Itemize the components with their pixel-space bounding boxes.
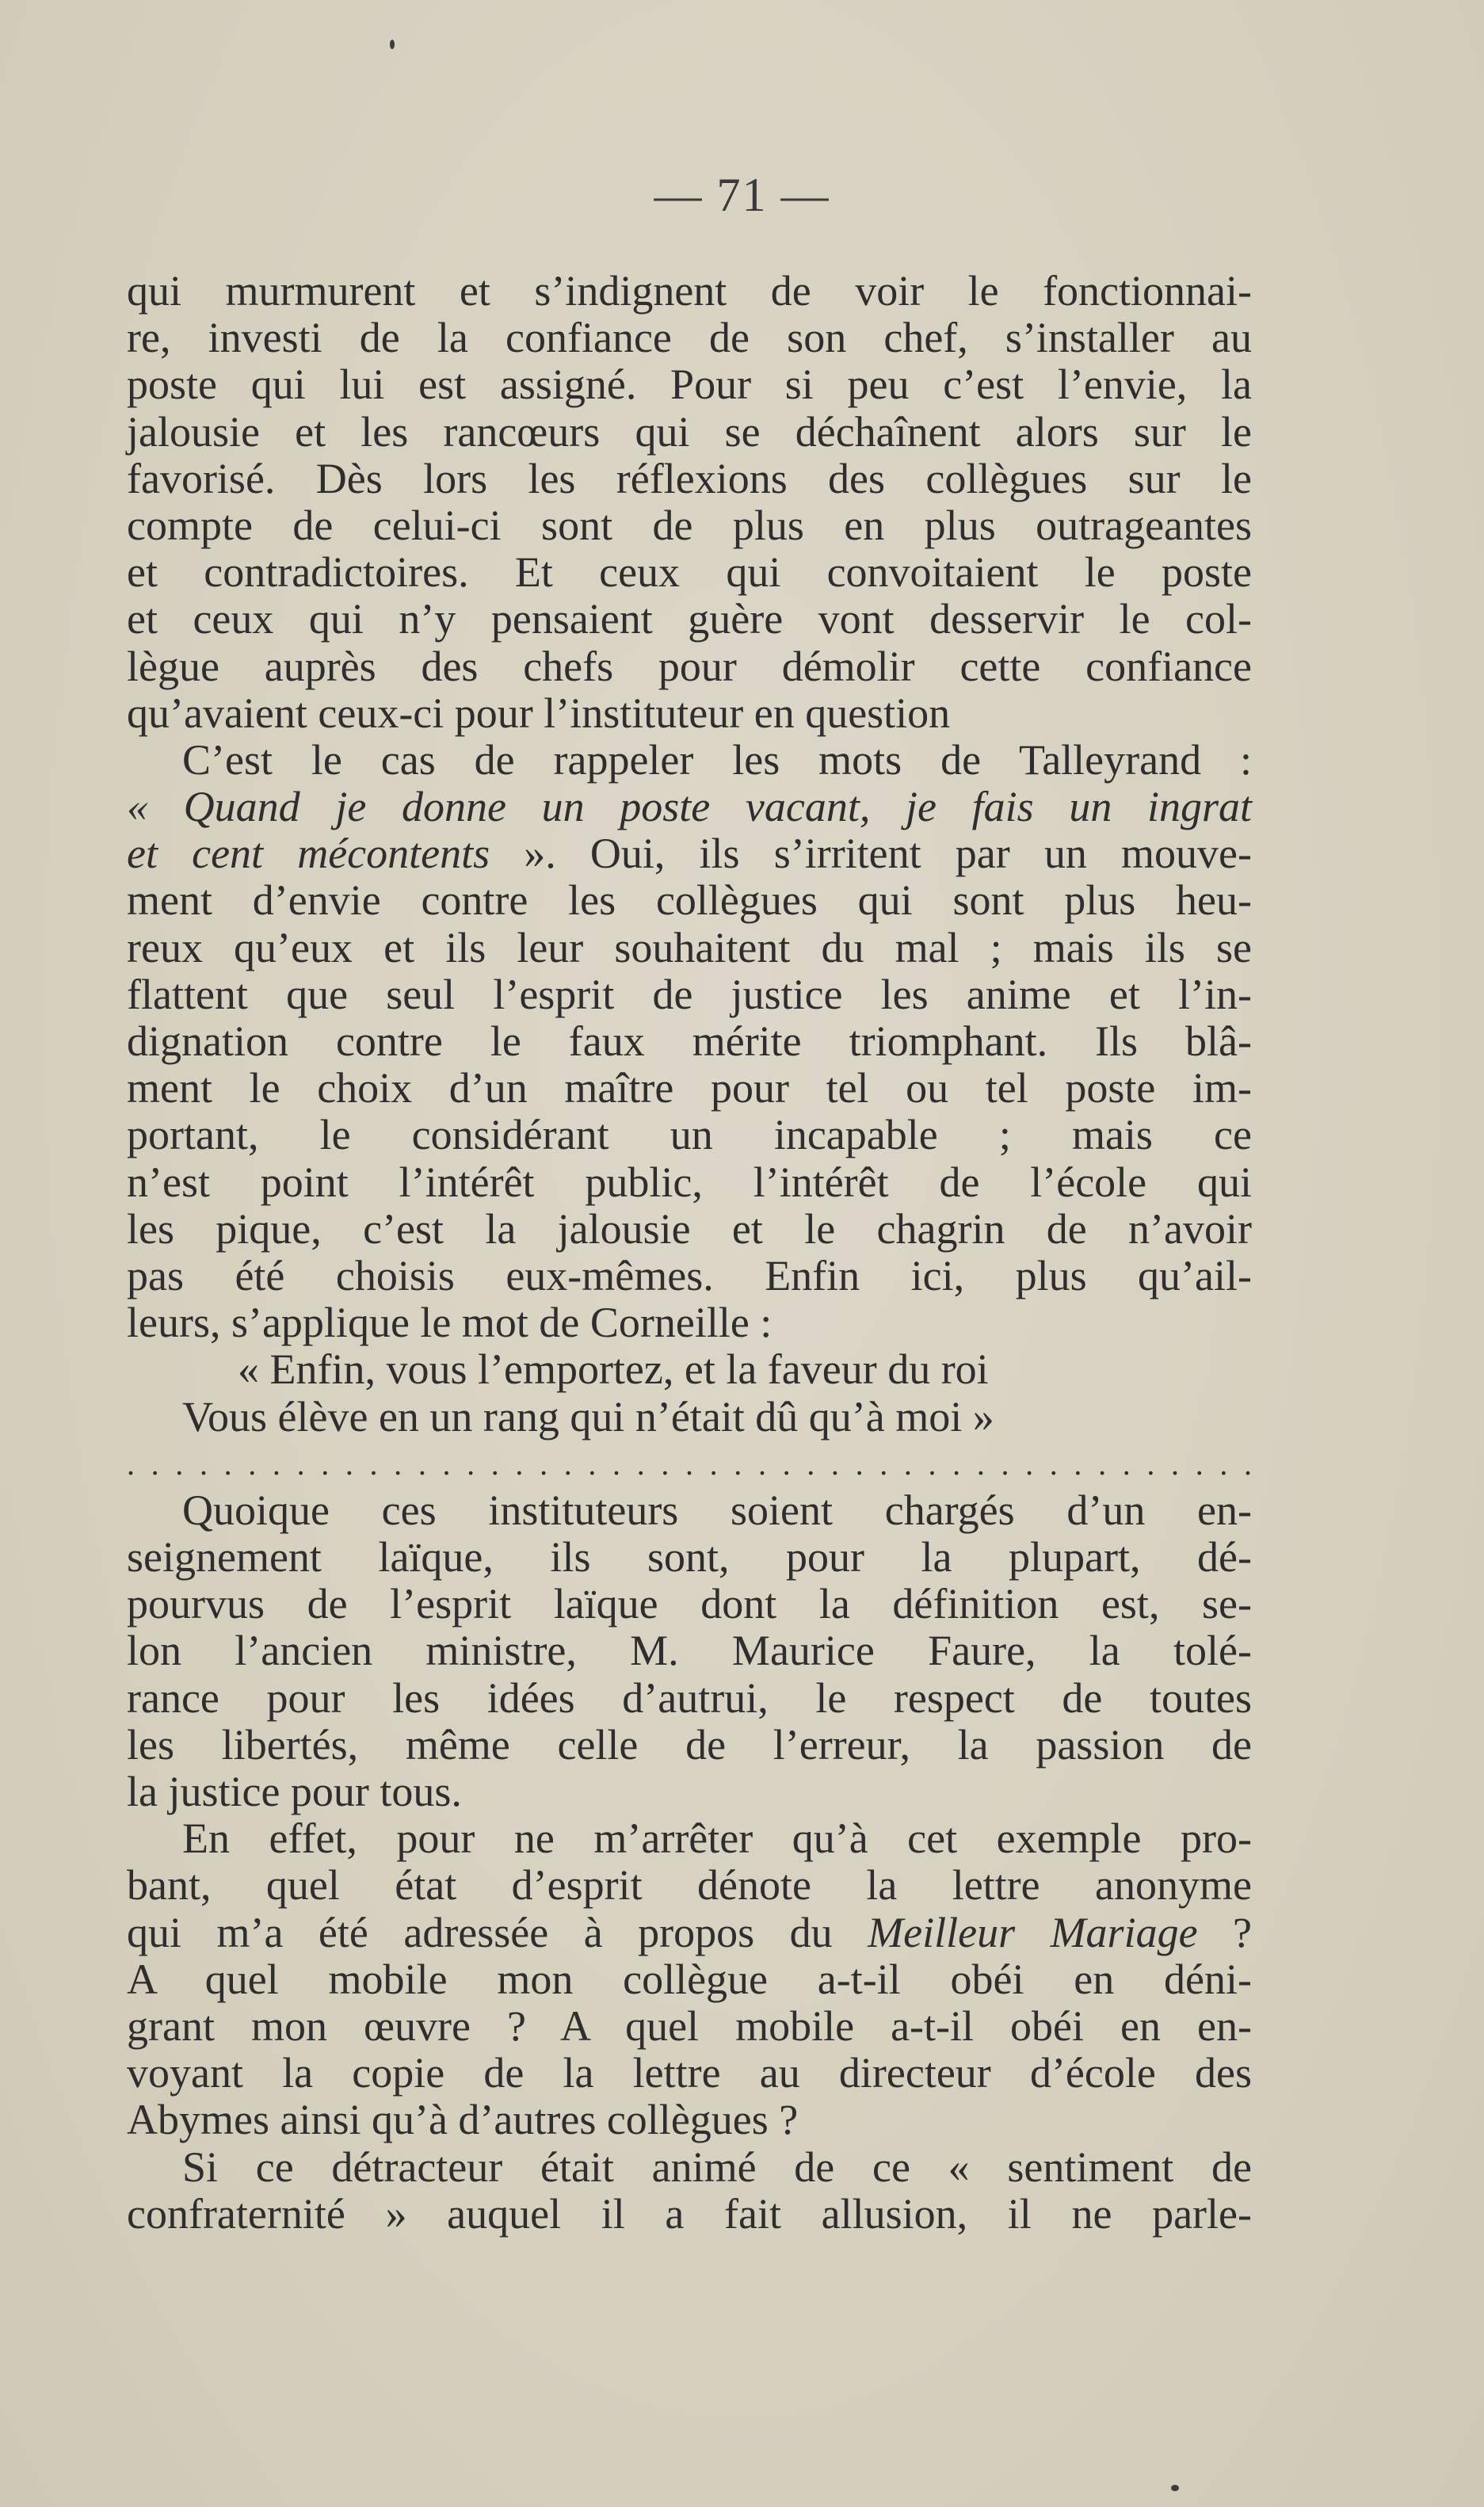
text-line [127, 830, 1252, 877]
verse-line: Vous élève en un rang qui n’était dû qu’à moi » [182, 1392, 994, 1440]
text-line: jalousie et les rancœurs qui se déchaînent alors sur le [127, 407, 1252, 456]
text-line: bant, quel état d’esprit dénote la lettre anonyme [127, 1861, 1252, 1910]
text-line: qu’avaient ceux-ci pour l’instituteur en question [127, 689, 951, 737]
text-line: flattent que seul l’esprit de justice les anime et l’in- [127, 970, 1252, 1018]
text-line: pourvus de l’esprit laïque dont la définition est, se- [127, 1580, 1252, 1628]
text-line: En effet, pour ne m’arrêter qu’à cet exemple pro- [182, 1814, 1252, 1863]
text-line: lègue auprès des chefs pour démolir cette confiance [127, 642, 1252, 690]
text-line: compte de celui-ci sont de plus en plus outrageantes [127, 501, 1252, 549]
text-line: pas été choisis eux-mêmes. Enfin ici, plus qu’ail- [127, 1251, 1252, 1299]
text-line: dignation contre le faux mérite triomphant. Ils blâ- [127, 1017, 1252, 1065]
text-line: poste qui lui est assigné. Pour si peu c’est l’envie, la [127, 361, 1252, 409]
paper-speck [390, 40, 395, 49]
text-line: grant mon œuvre ? A quel mobile a-t-il obéi en en- [127, 2001, 1252, 2050]
text-line: ment le choix d’un maître pour tel ou tel poste im- [127, 1064, 1252, 1112]
text-line: ment d’envie contre les collègues qui sont plus heu- [127, 876, 1252, 925]
text-line: leurs, s’applique le mot de Corneille : [127, 1299, 773, 1347]
text-line: portant, le considérant un incapable ; mais ce [127, 1111, 1252, 1159]
text-line: C’est le cas de rappeler les mots de Talleyrand : [182, 735, 1252, 784]
text-line: favorisé. Dès lors les réflexions des collègues sur le [127, 454, 1252, 502]
text-line: les libertés, même celle de l’erreur, la passion de [127, 1720, 1252, 1769]
text-line: Quoique ces instituteurs soient chargés d’un en- [182, 1486, 1252, 1534]
text-line: les pique, c’est la jalousie et le chagrin de n’avoir [127, 1204, 1252, 1253]
text-line: reux qu’eux et ils leur souhaitent du mal ; mais ils se [127, 923, 1252, 971]
text-line: confraternité » auquel il a fait allusion, il ne parle- [127, 2189, 1252, 2238]
text-line: re, investi de la confiance de son chef, s’installer au [127, 314, 1252, 362]
page-number: — 71 — [654, 169, 830, 221]
text-span: qui m’a été adressée à propos du [127, 1908, 868, 1956]
text-line: et contradictoires. Et ceux qui convoitaient le poste [127, 548, 1252, 597]
text-line: rance pour les idées d’autrui, le respect de toutes [127, 1673, 1252, 1722]
text-line [127, 1910, 1252, 1956]
text-line: A quel mobile mon collègue a-t-il obéi en déni- [127, 1955, 1252, 2003]
italic-text: et cent mécontents [127, 830, 490, 878]
paper-speck [1171, 2485, 1179, 2491]
text-line: Abymes ainsi qu’à d’autres collègues ? [127, 2096, 799, 2144]
text-line: n’est point l’intérêt public, l’intérêt de l’école qui [127, 1158, 1252, 1206]
italic-title: Meilleur Mariage [868, 1908, 1198, 1956]
body-text [127, 268, 1252, 2238]
text-line: et ceux qui n’y pensaient guère vont desservir le col- [127, 595, 1252, 643]
text-line: Si ce détracteur était animé de ce « sentiment de [182, 2143, 1252, 2191]
verse-line: « Enfin, vous l’emportez, et la faveur du roi [238, 1345, 989, 1394]
text-line: voyant la copie de la lettre au directeur d’école des [127, 2049, 1252, 2097]
text-line: la justice pour tous. [127, 1768, 462, 1815]
text-line: « Quand je donne un poste vacant, je fais un ingrat [127, 783, 1252, 831]
text-line: seignement laïque, ils sont, pour la plupart, dé- [127, 1533, 1252, 1582]
text-line: lon l’ancien ministre, M. Maurice Faure, la tolé- [127, 1627, 1252, 1675]
text-span: ». Oui, ils s’irritent par un mouve- [490, 830, 1252, 878]
text-span: ? [1197, 1908, 1252, 1956]
text-line: qui murmurent et s’indignent de voir le fonctionnai- [127, 267, 1252, 315]
dotted-separator: . . . . . . . . . . . . . . . . . . . . . . . . . . . . . . . . . . . . . . . . . . . . . . . [127, 1445, 1252, 1482]
